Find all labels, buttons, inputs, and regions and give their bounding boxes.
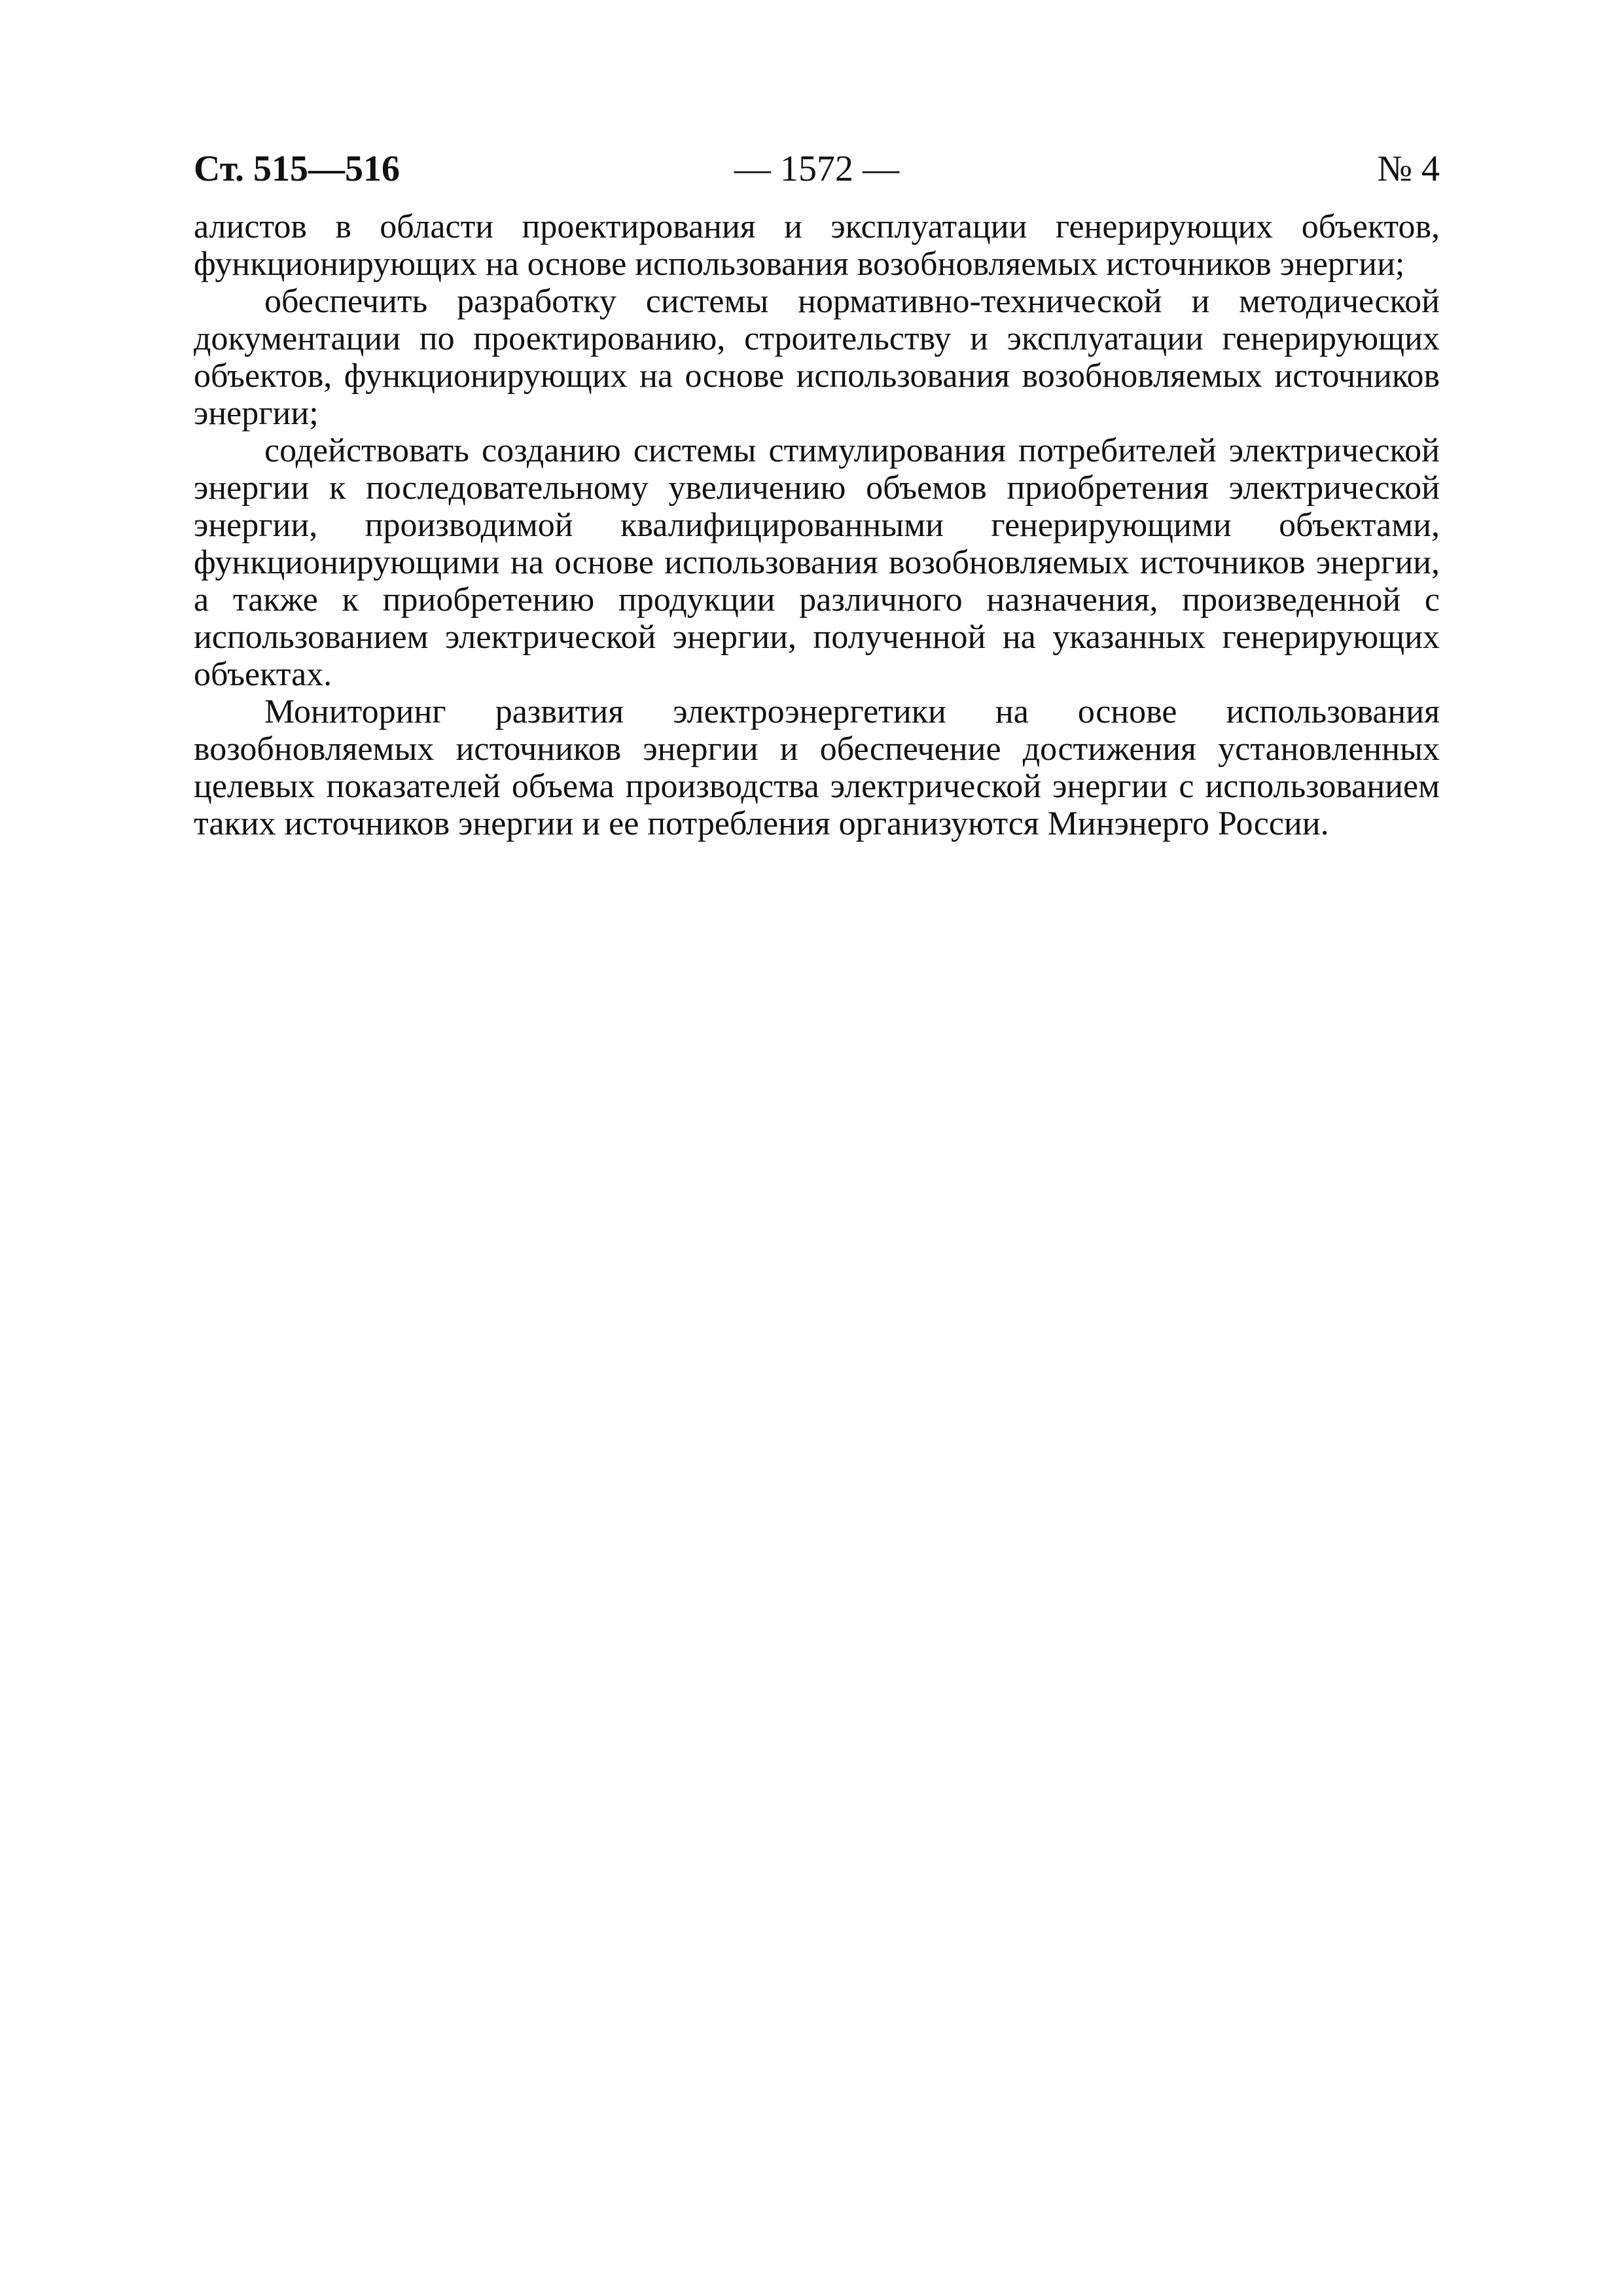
issue-number: № 4 [1377, 149, 1440, 189]
paragraph-stimulation: содействовать созданию системы стимулирования потребителей электрической энергии к последовательному увеличению объемов приобретения электрической энергии, производимой квалифицированными генерирующими объектами, функционирующими на основе использования возобновляемых источников энергии, а также к приобретению продукции различного назначения, произведенной с использованием электрической энергии, полученной на указанных генерирующих объектах. [194, 432, 1440, 693]
paragraph-continuation: алистов в области проектирования и эксплуатации генерирующих объектов, функционирующих на основе использования возобновляемых источников энергии; [194, 208, 1440, 283]
article-reference: Ст. 515—516 [194, 149, 400, 189]
paragraph-monitoring: Мониторинг развития электроэнергетики на основе использования возобновляемых источников энергии и обеспечение достижения установленных целевых показателей объема производства электрической энергии с использованием таких источников энергии и ее потребления организуются Минэнерго России. [194, 693, 1440, 842]
page-number: — 1572 — [734, 149, 899, 189]
paragraph-documentation: обеспечить разработку системы нормативно-технической и методической документации по проектированию, строительству и эксплуатации генерирующих объектов, функционирующих на основе использования возобновляемых источников энергии; [194, 283, 1440, 432]
body-text [194, 208, 1440, 842]
page-header [194, 143, 1440, 195]
